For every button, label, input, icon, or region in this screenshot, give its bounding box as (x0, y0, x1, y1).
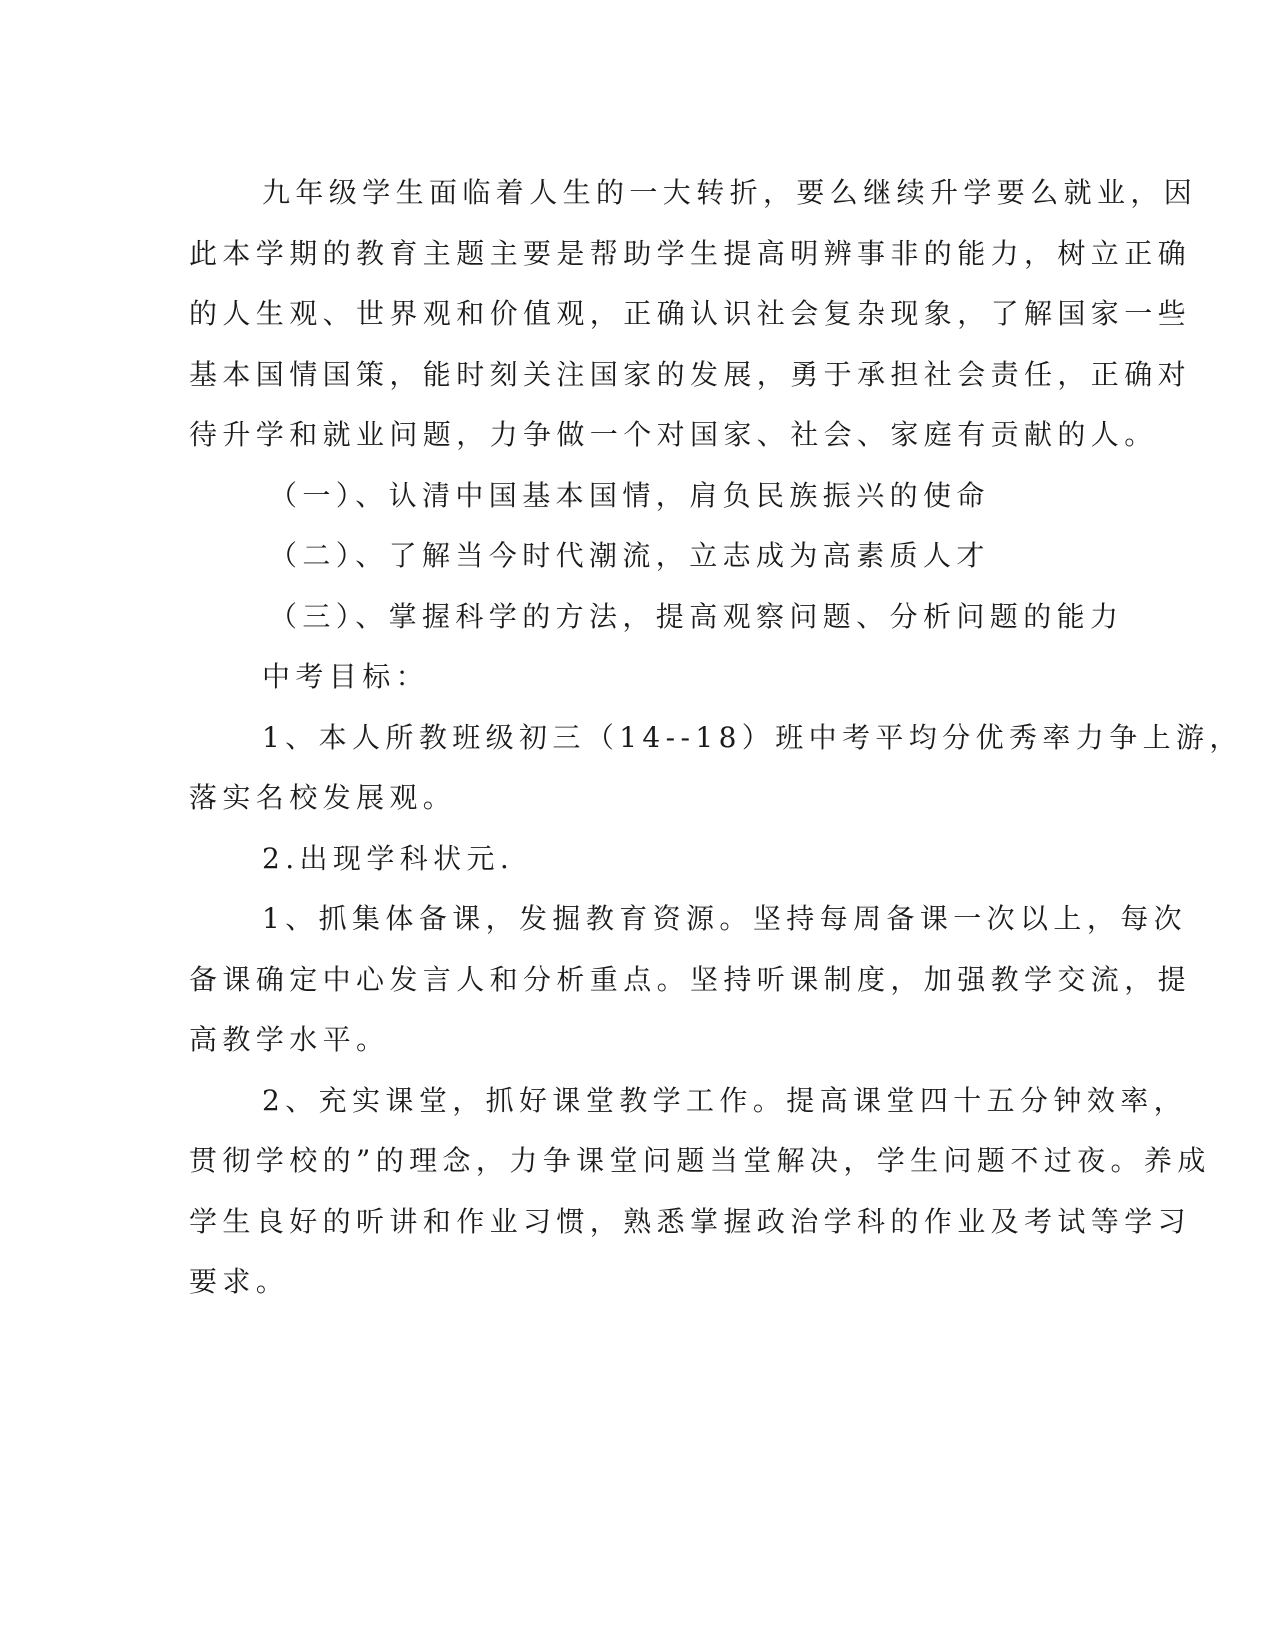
exam-goals-heading: 中考目标： (262, 660, 430, 693)
paragraph-intro-line-4: 基本国情国策，能时刻关注国家的发展，勇于承担社会责任，正确对 (189, 357, 1192, 391)
document-body (189, 163, 1243, 1313)
measure-2-line-4: 要求。 (189, 1265, 290, 1298)
paragraph-intro-line-5: 待升学和就业问题，力争做一个对国家、社会、家庭有贡献的人。 (189, 418, 1158, 451)
theme-item-3: （三）、掌握科学的方法，提高观察问题、分析问题的能力 (269, 599, 1124, 633)
paragraph-intro-line-2: 此本学期的教育主题主要是帮助学生提高明辨事非的能力，树立正确 (189, 236, 1192, 270)
measure-1-line-2: 备课确定中心发言人和分析重点。坚持听课制度，加强教学交流，提 (189, 962, 1192, 996)
measure-1-line-3: 高教学水平。 (189, 1023, 390, 1056)
exam-goal-1-line-2: 落实名校发展观。 (189, 781, 457, 814)
measure-1-line-1: 1、抓集体备课，发掘教育资源。坚持每周备课一次以上，每次 (262, 902, 1188, 935)
paragraph-intro-line-3: 的人生观、世界观和价值观，正确认识社会复杂现象，了解国家一些 (189, 297, 1192, 330)
exam-goal-2: 2.出现学科状元. (262, 841, 515, 875)
theme-item-2: （二）、了解当今时代潮流，立志成为高素质人才 (269, 539, 990, 572)
measure-2-line-2: 贯彻学校的”的理念，力争课堂问题当堂解决，学生问题不过夜。养成 (189, 1144, 1211, 1177)
theme-item-1: （一）、认清中国基本国情，肩负民族振兴的使命 (269, 478, 990, 512)
paragraph-intro-line-1: 九年级学生面临着人生的一大转折，要么继续升学要么就业，因 (262, 176, 1198, 209)
exam-goal-1-line-1: 1、本人所教班级初三（14--18）班中考平均分优秀率力争上游， (262, 720, 1243, 754)
measure-2-line-1: 2、充实课堂，抓好课堂教学工作。提高课堂四十五分钟效率， (262, 1083, 1188, 1117)
measure-2-line-3: 学生良好的听讲和作业习惯，熟悉掌握政治学科的作业及考试等学习 (189, 1204, 1192, 1238)
